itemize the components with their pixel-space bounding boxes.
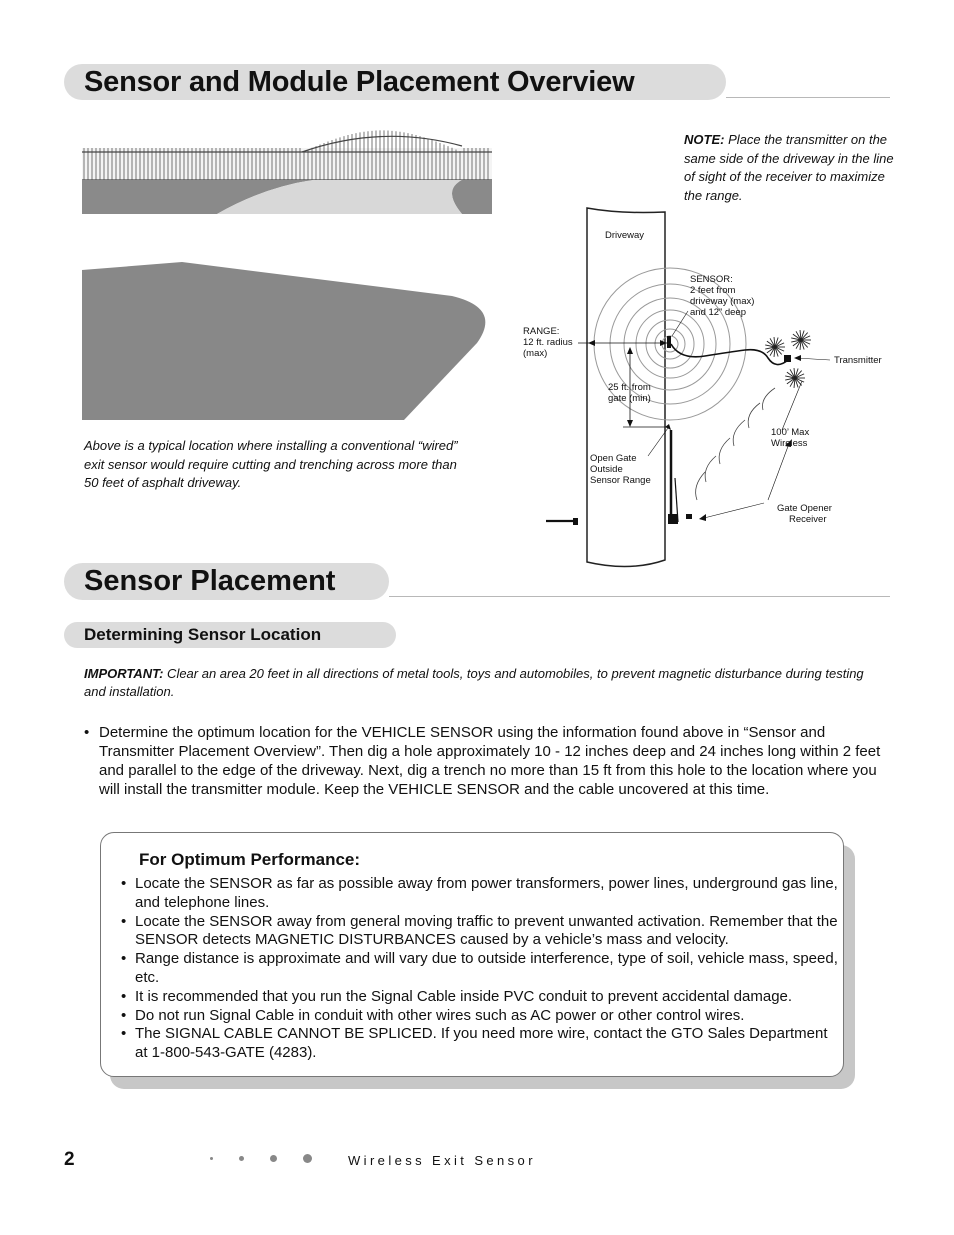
performance-list [121, 875, 841, 1063]
driveway-label: Driveway [605, 230, 645, 241]
subheading-determining: Determining Sensor Location [64, 622, 396, 648]
performance-box [100, 832, 844, 1077]
photo-caption: Above is a typical location where installing a conventional “wired” exit sensor would require cutting and trenching across more than 50 feet of asphalt driveway. [84, 438, 458, 491]
list-item: • Do not run Signal Cable in conduit with other wires such as AC power or other control wires. [121, 1006, 745, 1024]
list-item: • Locate the SENSOR away from general moving traffic to prevent unwanted activation. Remember that the SENSOR detects MAGNETIC DISTURBANCES caused by a vehicle’s mass and velocity. [121, 912, 838, 949]
transmitter-label: Transmitter [834, 355, 882, 366]
list-item: • The SIGNAL CABLE CANNOT BE SPLICED. If you need more wire, contact the GTO Sales Department at 1-800-543-GATE (4283). [121, 1025, 828, 1062]
dot-icon [239, 1156, 244, 1161]
max-wireless-label: 100’ Max Wireless [771, 427, 810, 449]
open-gate-label: Open Gate Outside Sensor Range [590, 453, 651, 486]
page-number: 2 [64, 1149, 75, 1170]
placement-diagram [520, 208, 900, 568]
important-note: IMPORTANT: Clear an area 20 feet in all directions of metal tools, toys and automobiles, to prevent magnetic disturbance during testing and installation. [84, 666, 864, 699]
range-label: RANGE: 12 ft. radius (max) [523, 326, 573, 359]
sensor-icon [667, 336, 671, 348]
list-item: • Range distance is approximate and will vary due to outside interference, type of soil, vehicle mass, speed, etc. [121, 950, 838, 986]
footer-title: Wireless Exit Sensor [348, 1153, 536, 1168]
section-heading-overview: Sensor and Module Placement Overview [64, 64, 726, 100]
heading-rule [726, 97, 890, 98]
driveway-photo-illustration [82, 128, 492, 423]
transmitter-icon [784, 355, 791, 362]
footer-dots [210, 1154, 338, 1163]
heading-rule [389, 596, 890, 597]
dot-icon [270, 1155, 277, 1162]
bullet-icon: • [84, 724, 90, 741]
list-item: • It is recommended that you run the Signal Cable inside PVC conduit to prevent accidental damage. [121, 987, 793, 1005]
dot-icon [303, 1154, 312, 1163]
section-heading-placement: Sensor Placement [64, 563, 389, 600]
distance-label: 25 ft. from gate (min) [608, 382, 651, 404]
note-text: NOTE: Place the transmitter on the same side of the driveway in the line of sight of the receiver to maximize the range. [684, 132, 894, 204]
performance-title: For Optimum Performance: [139, 850, 361, 869]
sensor-label: SENSOR: 2 feet from driveway (max) and 12” deep [690, 274, 755, 318]
dot-icon [210, 1157, 213, 1160]
main-bullet: • Determine the optimum location for the VEHICLE SENSOR using the information found above in “Sensor and Transmitter Placement Overview”. Then dig a hole approximately 10 - 12 inches deep and 24 inches long within 2 feet and parallel to the edge of the driveway. Next, dig a trench no more than 15 ft from this hole to the location where you will install the transmitter module. Keep the VEHICLE SENSOR and the cable uncovered at this time. [84, 724, 881, 798]
receiver-label: Gate Opener Receiver [777, 503, 832, 525]
list-item: • Locate the SENSOR as far as possible away from power transformers, power lines, underground gas line, and telephone lines. [121, 875, 838, 911]
